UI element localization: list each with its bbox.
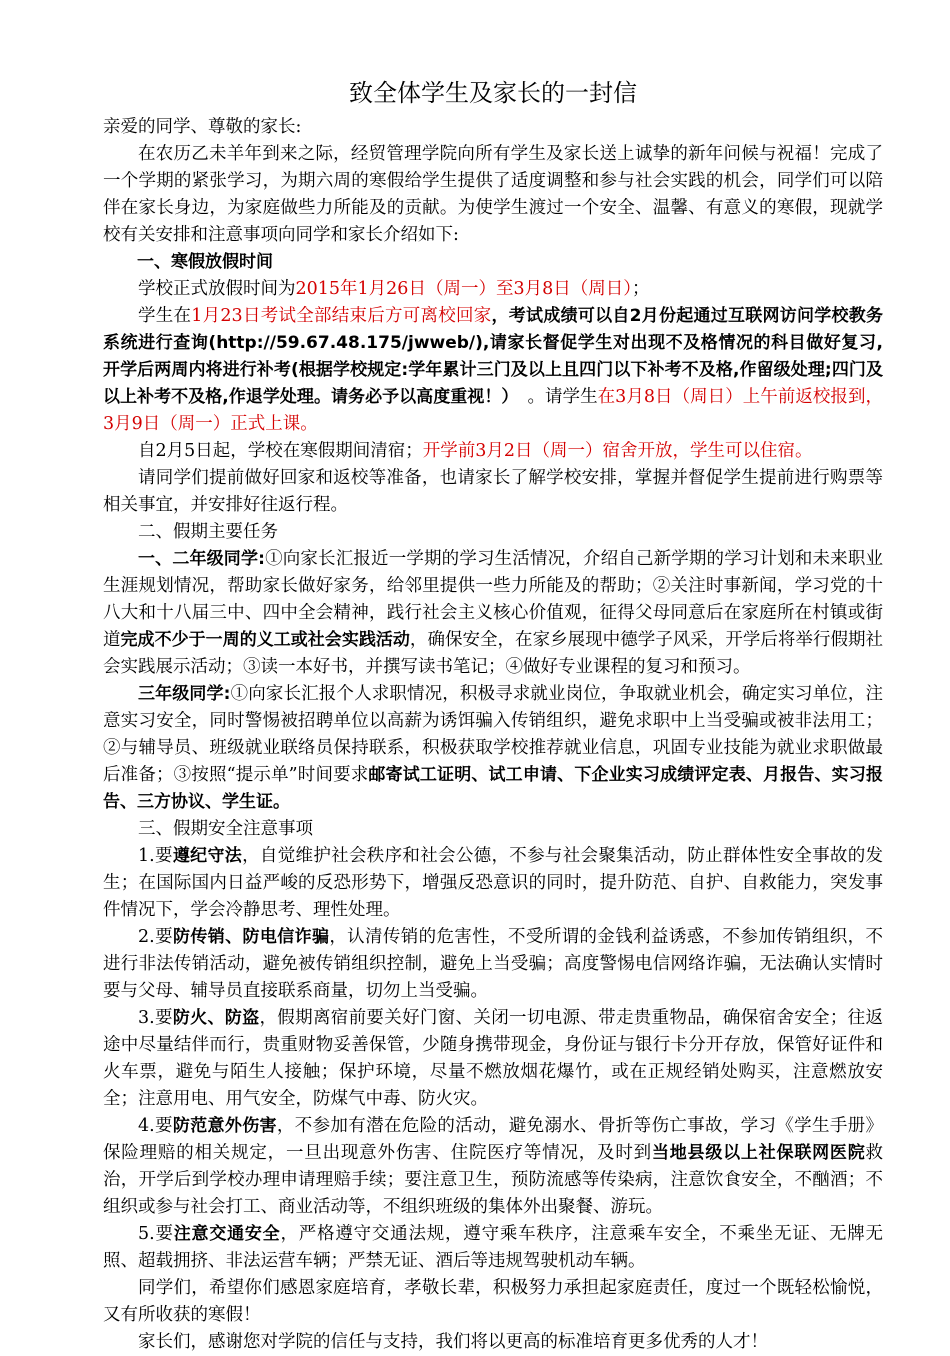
greeting: 亲爱的同学、尊敬的家长: xyxy=(103,117,302,137)
section2-heading: 二、假期主要任务 xyxy=(138,522,278,542)
safety-item: 4.要防范意外伤害，不参加有潜在危险的活动，避免溺水、骨折等伤亡事故，学习《学生手册》保险理赔的相关规定，一旦出现意外伤害、住院医疗等情况，及时到当地县级以上社保联网医院救治，开学后到学校办理申请理赔手续；要注意卫生，预防流感等传染病，注意饮食安全，不酗酒；不组织或参与社会打工、商业活动等，不组织班级的集体外出聚餐、游玩。 xyxy=(103,1116,884,1217)
page-title: 致全体学生及家长的一封信 xyxy=(349,79,637,107)
closing-students: 同学们，希望你们感恩家庭培育，孝敬长辈，积极努力承担起家庭责任，度过一个既轻松愉悦，又有所收获的寒假！ xyxy=(103,1278,883,1325)
closing-parents: 家长们，感谢您对学院的信任与支持，我们将以更高的标准培育更多优秀的人才！ xyxy=(138,1332,768,1352)
safety-item: 3.要防火、防盗，假期离宿前要关好门窗、关闭一切电源、带走贵重物品，确保宿舍安全；往返途中尽量结伴而行，贵重财物妥善保管，少随身携带现金，身份证与银行卡分开存放，保管好证件和火车票，避免与陌生人接触；保护环境，尽量不燃放烟花爆竹，或在正规经销处购买，注意燃放安全；注意用电、用气安全，防煤气中毒、防火灾。 xyxy=(103,1008,884,1109)
section1-heading: 一、寒假放假时间 xyxy=(137,252,273,272)
section1-p3: 自2月5日起，学校在寒假期间清宿；开学前3月2日（周一）宿舍开放，学生可以住宿。 xyxy=(138,441,813,461)
section3-heading: 三、假期安全注意事项 xyxy=(138,819,313,839)
section1-p4: 请同学们提前做好回家和返校等准备，也请家长了解学校安排，掌握并督促学生提前进行购票等相关事宜，并安排好往返行程。 xyxy=(103,468,883,515)
section2-grade3: 三年级同学:①向家长汇报个人求职情况，积极寻求就业岗位，争取就业机会，确定实习单位，注意实习安全，同时警惕被招聘单位以高薪为诱饵骗入传销组织，避免求职中上当受骗或被非法用工；②与辅导员、班级就业联络员保持联系，积极获取学校推荐就业信息，巩固专业技能为就业求职做最后准备；③按照“提示单”时间要求邮寄试工证明、试工申请、下企业实习成绩评定表、月报告、实习报告、三方协议、学生证。 xyxy=(103,684,883,812)
section2-grade12: 一、二年级同学:①向家长汇报近一学期的学习生活情况，介绍自己新学期的学习计划和未来职业生涯规划情况，帮助家长做好家务，给邻里提供一些力所能及的帮助；②关注时事新闻，学习党的十八大和十八届三中、四中全会精神，践行社会主义核心价值观，征得父母同意后在家庭所在村镇或街道完成不少于一周的义工或社会实践活动，确保安全，在家乡展现中德学子风采，开学后将举行假期社会实践展示活动；③读一本好书，并撰写读书笔记；④做好专业课程的复习和预习。 xyxy=(103,549,884,677)
intro-paragraph: 在农历乙未羊年到来之际，经贸管理学院向所有学生及家长送上诚挚的新年问候与祝福！完成了一个学期的紧张学习，为期六周的寒假给学生提供了适度调整和参与社会实践的机会，同学们可以陪伴在家长身边，为家庭做些力所能及的贡献。为使学生渡过一个安全、温馨、有意义的寒假，现就学校有关安排和注意事项向同学和家长介绍如下: xyxy=(103,144,883,245)
safety-item: 5.要注意交通安全，严格遵守交通法规，遵守乘车秩序，注意乘车安全，不乘坐无证、无牌无照、超载拥挤、非法运营车辆；严禁无证、酒后等违规驾驶机动车辆。 xyxy=(103,1224,884,1271)
section1-p1: 学校正式放假时间为2015年1月26日（周一）至3月8日（周日）； xyxy=(138,279,650,299)
safety-item: 1.要遵纪守法，自觉维护社会秩序和社会公德，不参与社会聚集活动，防止群体性安全事故的发生；在国际国内日益严峻的反恐形势下，增强反恐意识的同时，提升防范、自护、自救能力，突发事件情况下，学会冷静思考、理性处理。 xyxy=(103,846,883,920)
safety-item: 2.要防传销、防电信诈骗，认清传销的危害性，不受所谓的金钱利益诱惑，不参加传销组织，不进行非法传销活动，避免被传销组织控制，避免上当受骗；高度警惕电信网络诈骗，无法确认实情时要与父母、辅导员直接联系商量，切勿上当受骗。 xyxy=(103,927,884,1001)
section1-p2: 学生在1月23日考试全部结束后方可离校回家，考试成绩可以自2月份起通过互联网访问学校教务系统进行查询(http://59.67.48.175/jwweb/),请家长督促学生对出现不及格情况的科目做好复习,开学后两周内将进行补考(根据学校规定:学年累计三门及以上且四门以下补考不及格,作留级处理;四门及以上补考不及格,作退学处理。请务必予以高度重视！） 。请学生在3月8日（周日）上午前返校报到，3月9日（周一）正式上课。 xyxy=(103,306,884,434)
letter-page xyxy=(103,76,883,1356)
